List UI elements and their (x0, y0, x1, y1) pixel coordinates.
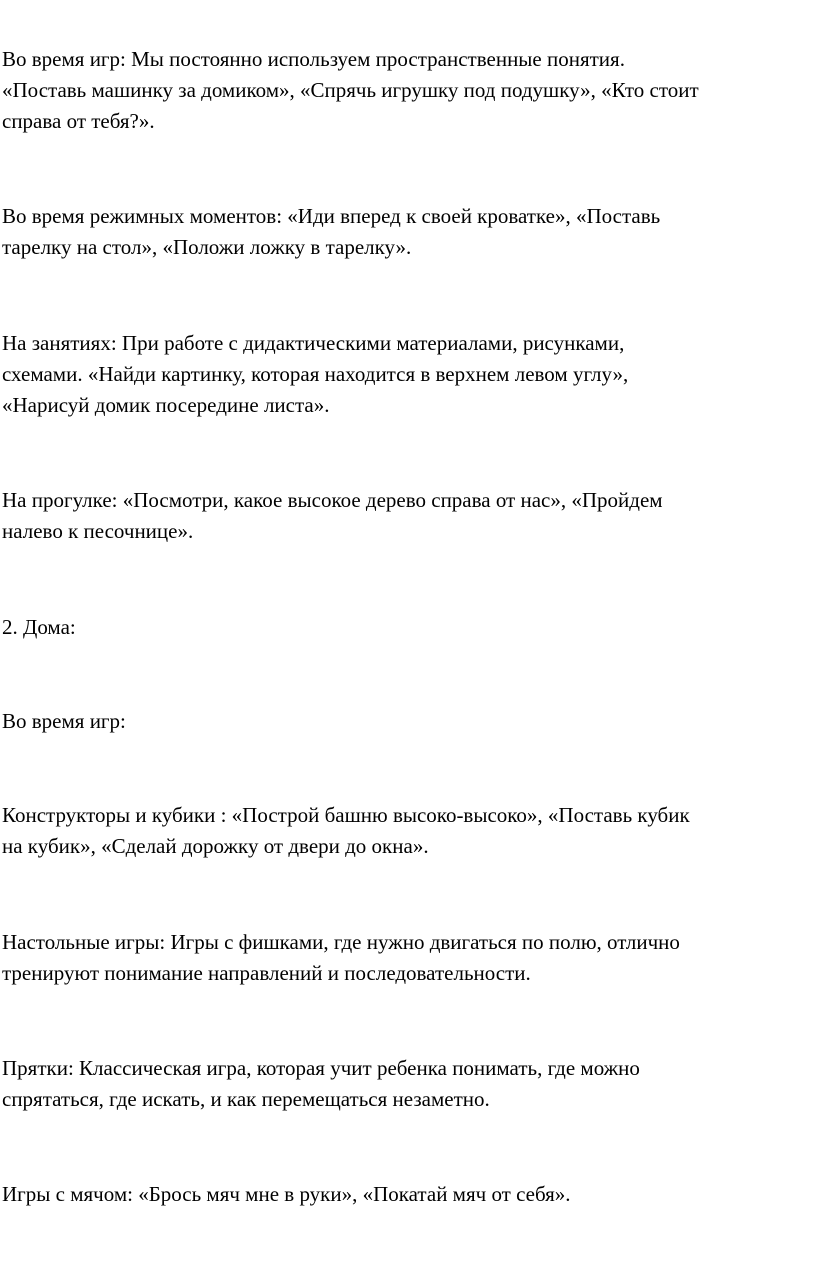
paragraph-during-games (2, 706, 814, 737)
text-line: Во время игр: (2, 709, 126, 733)
paragraph-walk (2, 485, 814, 547)
text-line: справа от тебя?». (2, 109, 155, 133)
paragraph-board-games (2, 927, 814, 989)
text-line: Игры с мячом: «Брось мяч мне в руки», «Покатай мяч от себя». (2, 1182, 571, 1206)
text-line: Во время игр: Мы постоянно используем пространственные понятия. (2, 47, 625, 71)
text-line: тренируют понимание направлений и последовательности. (2, 961, 531, 985)
paragraph-ball-games (2, 1179, 814, 1210)
text-line: «Нарисуй домик посередине листа». (2, 393, 330, 417)
paragraph-classes (2, 328, 814, 421)
text-line: На прогулке: «Посмотри, какое высокое дерево справа от нас», «Пройдем (2, 488, 663, 512)
text-line: 2. Дома: (2, 615, 76, 639)
text-line: спрятаться, где искать, и как перемещаться незаметно. (2, 1087, 490, 1111)
text-line: Конструкторы и кубики : «Построй башню высоко-высоко», «Поставь кубик (2, 803, 690, 827)
paragraph-routine-moments (2, 201, 814, 263)
text-line: «Поставь машинку за домиком», «Спрячь игрушку под подушку», «Кто стоит (2, 78, 699, 102)
paragraph-constructors (2, 800, 814, 862)
text-line: На занятиях: При работе с дидактическими материалами, рисунками, (2, 331, 625, 355)
text-line: Прятки: Классическая игра, которая учит ребенка понимать, где можно (2, 1056, 640, 1080)
text-line: Во время режимных моментов: «Иди вперед к своей кроватке», «Поставь (2, 204, 661, 228)
section-heading-home (2, 612, 814, 643)
text-line: тарелку на стол», «Положи ложку в тарелку». (2, 235, 412, 259)
paragraph-hide-and-seek (2, 1053, 814, 1115)
paragraph-games-spatial-concepts (2, 44, 814, 137)
text-line: Настольные игры: Игры с фишками, где нужно двигаться по полю, отлично (2, 930, 680, 954)
text-line: схемами. «Найди картинку, которая находится в верхнем левом углу», (2, 362, 629, 386)
text-line: налево к песочнице». (2, 519, 194, 543)
text-line: на кубик», «Сделай дорожку от двери до окна». (2, 834, 429, 858)
